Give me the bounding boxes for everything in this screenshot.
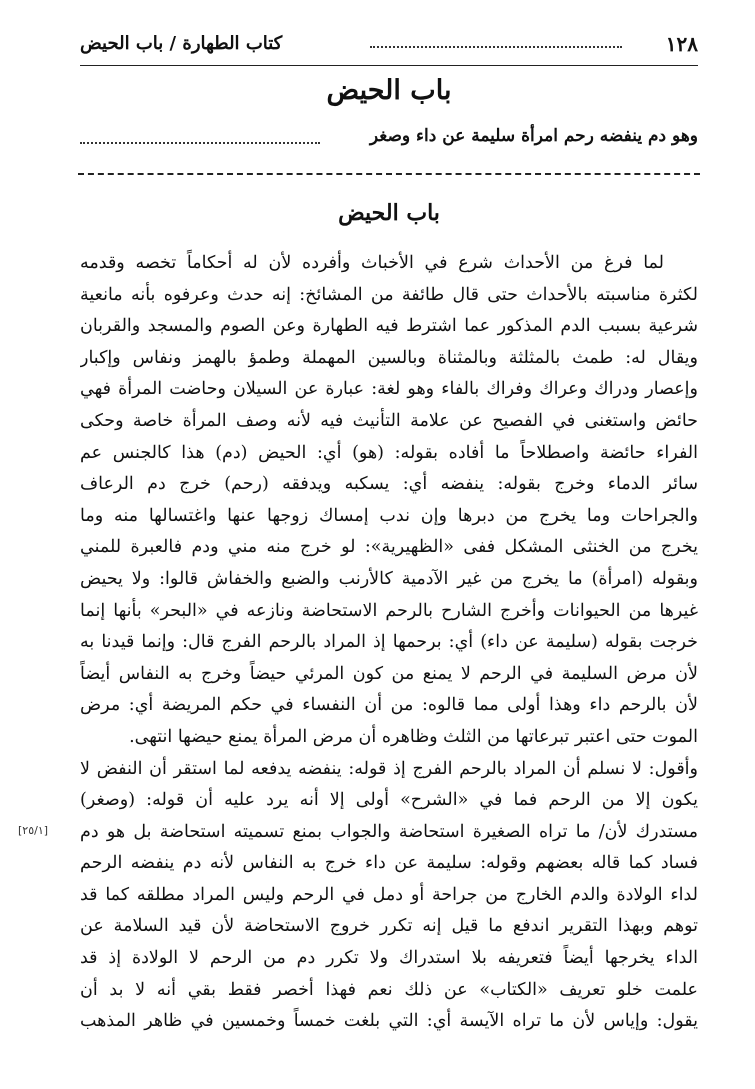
commentary-section-title: باب الحيض	[338, 200, 440, 226]
commentary-body	[80, 248, 698, 1038]
text-line: لكثرة مناسبته بالأحداث حتى قال طائفة من المشائخ: إنه حدث وعرفوه بأنه مانعية	[80, 284, 698, 305]
running-header	[80, 30, 698, 60]
text-line: وإعصار ودراك وعراك وفراك بالفاء وهو لغة: عبارة عن السيلان وحاضت المرأة فهي	[80, 379, 698, 400]
text-line: فساد كما قاله بعضهم وقوله: سليمة عن داء خرج به النفاس لأنه دم ينفضه الرحم	[80, 853, 698, 874]
text-line: لما فرغ من الأحداث شرع في الأخباث وأفرده لأن له أحكاماً تخصه وقدمه	[80, 253, 664, 273]
header-rule	[80, 65, 698, 66]
text-line: الداء يخرجها أيضاً فتعريفه بلا استدراك ولا تكرر دم من الرحم لا الولادة إذ قد	[80, 948, 698, 969]
text-line: وأقول: لا نسلم أن المراد بالرحم الفرج إذ قوله: ينفضه يدفعه لما استقر أن النفض لا	[80, 758, 698, 779]
text-line: الموت حتى اعتبر تبرعاتها من الثلث وظاهره أن مرض المرأة يمنع حيضها انتهى.	[129, 726, 698, 747]
text-line: وبقوله (امرأة) ما يخرج من غير الآدمية كالأرنب والضبع والخفاش قالوا: ولا يحيض	[80, 568, 698, 589]
text-line: والجراحات وما يخرج من دبرها وإن ندب إمساك زوجها عنها واغتسالها منه وما	[80, 505, 698, 526]
text-line: توهم وبهذا التقرير اندفع ما قيل إنه تكرر خروج الاستحاضة لأن قيد السلامة عن	[80, 916, 698, 937]
text-line: ويقال له: طمث بالمثلثة وبالمثناة وبالسين المهملة وطمؤ بالهمز ونفاس وإكبار	[80, 347, 698, 368]
text-line: حائض واستغنى في الفصيح عن علامة التأنيث فيه لأنه وصف المرأة خاصة وحكى	[80, 410, 698, 431]
text-line: شرعية بسبب الدم المذكور عما اشترط فيه الطهارة وعن الصوم والمسجد والقربان	[80, 316, 698, 337]
header-dotted-leader	[370, 46, 622, 48]
running-title: كتاب الطهارة / باب الحيض	[80, 33, 283, 54]
text-line: سائر الدماء وخرج بقوله: ينفضه أي: يسكبه ويدفقه (رحم) خرج دم الرعاف	[80, 474, 698, 495]
text-line: غيرها من الحيوانات وأخرج الشارح بالرحم الاستحاضة ونازعه في «البحر» بأنها إنما	[80, 600, 698, 621]
matn-text: وهو دم ينفضه رحم امرأة سليمة عن داء وصغر	[369, 126, 698, 146]
matn-dotted-leader	[80, 142, 320, 144]
chapter-title: باب الحيض	[326, 75, 452, 106]
text-line: لأن بالرحم داء وهذا أولى مما قالوه: من أن النفساء في حكم المريضة أي: مرض	[80, 695, 698, 716]
dashed-separator	[78, 173, 700, 175]
text-line: خرجت بقوله (سليمة عن داء) أي: برحمها إذ المراد بالرحم الفرج قال: وإنما قيدنا به	[80, 632, 698, 653]
text-line: علمت خلو تعريف «الكتاب» عن ذلك نعم فهذا أخصر فقط بقي أنه لا بد أن	[80, 979, 698, 1000]
manuscript-folio-marker: [٢٥/١]	[18, 824, 49, 837]
text-line: مستدرك لأن/ ما تراه الصغيرة استحاضة والجواب بمنع تسميته استحاضة بل هو دم	[80, 821, 698, 842]
text-line: يكون إلا من الرحم فما في «الشرح» أولى إلا أنه يرد عليه أن قوله: (وصغر)	[80, 790, 698, 811]
text-line: يخرج من الخنثى المشكل ففى «الظهيرية»: لو خرج منه مني ودم فالعبرة للمني	[80, 537, 698, 558]
text-line: لأن مرض السليمة في الرحم لا يمنع من كون المرئي حيضاً وخرج به النفاس أيضاً	[80, 663, 698, 684]
text-line: لداء الولادة والدم الخارج من جراحة أو دمل في الرحم وليس المراد مطلقه كما قد	[80, 884, 698, 905]
text-line: يقول: وإياس لأن ما تراه الآيسة أي: التي بلغت خمساً وخمسين في ظاهر المذهب	[80, 1011, 698, 1032]
text-line: الفراء حائضة واصطلاحاً ما أفاده بقوله: (هو) أي: الحيض (دم) هذا كالجنس عم	[80, 442, 698, 463]
page-number: ١٢٨	[665, 32, 698, 56]
